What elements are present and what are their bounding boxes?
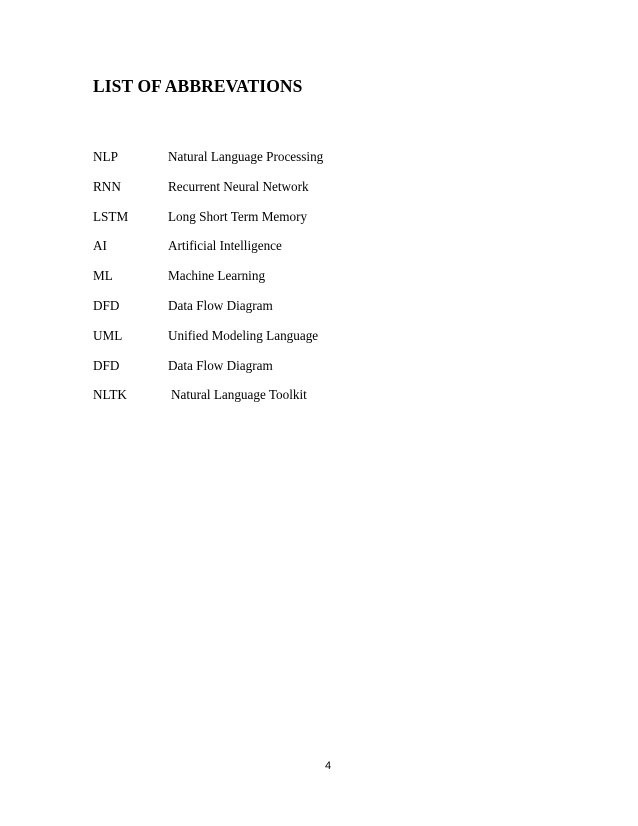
abbreviation-definition: Machine Learning [168,268,266,284]
abbreviation-row [93,149,513,179]
page-number: 4 [324,760,332,772]
abbreviation-term: RNN [93,178,121,194]
page-title: LIST OF ABBREVATIONS [93,76,303,96]
abbreviation-row [93,298,513,328]
abbreviation-definition: Data Flow Diagram [168,297,273,313]
abbreviation-definition: Long Short Term Memory [168,208,308,224]
abbreviation-definition: Unified Modeling Language [168,327,319,343]
abbreviation-row [93,209,513,239]
abbreviation-row [93,268,513,298]
abbreviation-term: UML [93,327,123,343]
abbreviation-row [93,387,513,417]
abbreviation-term: ML [93,268,113,284]
abbreviation-definition: Recurrent Neural Network [168,178,309,194]
abbreviation-row [93,179,513,209]
abbreviation-row [93,358,513,388]
abbreviation-term: NLP [93,149,118,164]
abbreviation-definition: Natural Language Processing [168,149,324,164]
abbreviation-row [93,328,513,358]
abbreviation-definition: Artificial Intelligence [168,238,282,254]
abbreviation-definition: Data Flow Diagram [168,357,273,373]
abbreviation-term: AI [93,238,107,254]
abbreviation-definition: Natural Language Toolkit [171,387,307,403]
abbreviation-term: NLTK [93,387,127,403]
abbreviation-term: DFD [93,357,120,373]
abbreviation-row [93,238,513,268]
abbreviation-list [93,149,513,417]
abbreviation-term: LSTM [93,208,129,224]
abbreviation-term: DFD [93,297,120,313]
